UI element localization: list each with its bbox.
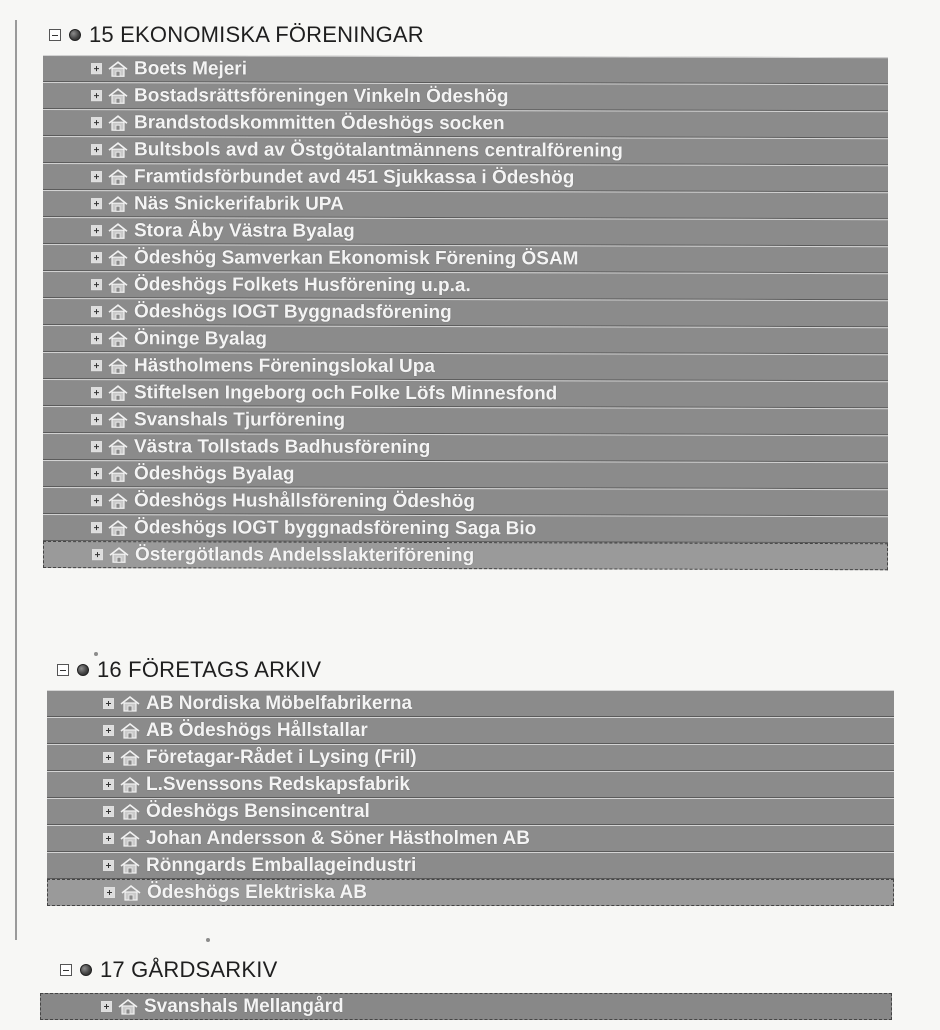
expand-icon[interactable] — [91, 225, 102, 236]
tree-item-row[interactable] — [43, 352, 888, 381]
expand-icon[interactable] — [103, 725, 114, 736]
globe-bullet-icon — [69, 29, 81, 41]
house-icon — [107, 330, 129, 348]
expand-icon[interactable] — [91, 468, 102, 479]
tree-item-row[interactable] — [43, 55, 888, 84]
tree-item-row[interactable] — [43, 136, 888, 165]
tree-item-row[interactable] — [47, 744, 894, 771]
tree-item-label: Bultsbols avd av Östgötalantmännens centralförening — [134, 138, 623, 162]
globe-bullet-icon — [80, 964, 92, 976]
house-icon — [119, 803, 141, 821]
tree-item-row[interactable] — [43, 217, 888, 246]
expand-icon[interactable] — [91, 252, 102, 263]
expand-icon[interactable] — [91, 171, 102, 182]
tree-item-label: Ödeshögs Folkets Husförening u.p.a. — [134, 273, 471, 296]
expand-icon[interactable] — [91, 306, 102, 317]
tree-item-label: Ödeshögs IOGT Byggnadsförening — [134, 300, 452, 323]
tree-item-label: Företagar-Rådet i Lysing (Fril) — [146, 746, 417, 768]
tree-item-row[interactable] — [47, 717, 894, 744]
tree-item-label: Ödeshögs IOGT byggnadsförening Saga Bio — [134, 516, 537, 539]
house-icon — [107, 168, 129, 186]
tree-item-label: Ödeshögs Bensincentral — [146, 800, 370, 822]
tree-item-label: Brandstodskommitten Ödeshögs socken — [134, 111, 505, 134]
house-icon — [108, 546, 130, 564]
house-icon — [107, 249, 129, 267]
tree-item-row[interactable] — [43, 190, 888, 219]
expand-icon[interactable] — [91, 144, 102, 155]
tree-item-label: Hästholmens Föreningslokal Upa — [134, 354, 435, 377]
expand-icon[interactable] — [91, 63, 102, 74]
tree-item-label: Stora Åby Västra Byalag — [134, 219, 355, 242]
tree-item-label: Näs Snickerifabrik UPA — [134, 192, 344, 215]
tree-item-label: L.Svenssons Redskapsfabrik — [146, 773, 410, 795]
tree-item-label: Johan Andersson & Söner Hästholmen AB — [146, 827, 530, 849]
expand-icon[interactable] — [104, 887, 115, 898]
expand-icon[interactable] — [91, 522, 102, 533]
left-margin-rule — [15, 20, 17, 940]
house-icon — [107, 492, 129, 510]
scan-speck — [94, 652, 98, 656]
house-icon — [107, 357, 129, 375]
section-16 — [47, 655, 894, 906]
expand-icon[interactable] — [91, 414, 102, 425]
house-icon — [119, 695, 141, 713]
section-15 — [43, 20, 888, 568]
expand-icon[interactable] — [91, 90, 102, 101]
tree-item-label: AB Ödeshögs Hållstallar — [146, 719, 368, 741]
tree-item-label: Svanshals Tjurförening — [134, 408, 346, 431]
tree-item-row[interactable] — [43, 163, 888, 192]
tree-item-row[interactable] — [47, 879, 894, 906]
house-icon — [117, 998, 139, 1016]
house-icon — [107, 276, 129, 294]
tree-item-label: Bostadsrättsföreningen Vinkeln Ödeshög — [134, 84, 509, 107]
house-icon — [119, 857, 141, 875]
collapse-icon[interactable] — [49, 29, 61, 41]
house-icon — [107, 465, 129, 483]
scan-speck — [206, 938, 210, 942]
tree-item-label: Stiftelsen Ingeborg och Folke Löfs Minnesfond — [134, 381, 558, 404]
expand-icon[interactable] — [101, 1001, 112, 1012]
expand-icon[interactable] — [103, 806, 114, 817]
tree-item-row[interactable] — [43, 487, 888, 516]
house-icon — [107, 411, 129, 429]
tree-item-label: Svanshals Mellangård — [144, 995, 344, 1017]
section-title: 17 GÅRDSARKIV — [100, 957, 278, 982]
tree-item-row[interactable] — [47, 852, 894, 879]
section-header[interactable] — [47, 655, 894, 685]
tree-item-row[interactable] — [47, 825, 894, 852]
tree-item-label: Rönngards Emballageindustri — [146, 854, 417, 876]
tree-item-label: Boets Mejeri — [134, 57, 247, 80]
tree-item-row[interactable] — [40, 993, 892, 1020]
section-header[interactable] — [43, 20, 888, 50]
section-header[interactable] — [40, 955, 892, 985]
tree-item-row[interactable] — [43, 271, 888, 300]
tree-item-row[interactable] — [47, 771, 894, 798]
house-icon — [107, 87, 129, 105]
tree-item-label: AB Nordiska Möbelfabrikerna — [146, 692, 413, 714]
house-icon — [120, 884, 142, 902]
house-icon — [107, 222, 129, 240]
tree-item-row[interactable] — [43, 433, 888, 462]
tree-item-row[interactable] — [43, 541, 888, 570]
house-icon — [107, 438, 129, 456]
tree-item-row[interactable] — [43, 325, 888, 354]
tree-item-row[interactable] — [43, 460, 888, 489]
expand-icon[interactable] — [91, 279, 102, 290]
tree-item-label: Framtidsförbundet avd 451 Sjukkassa i Ödeshög — [134, 165, 575, 188]
expand-icon[interactable] — [103, 833, 114, 844]
tree-item-label: Ödeshögs Elektriska AB — [147, 881, 367, 903]
section-title: 15 EKONOMISKA FÖRENINGAR — [89, 22, 424, 47]
expand-icon[interactable] — [103, 698, 114, 709]
expand-icon[interactable] — [91, 333, 102, 344]
house-icon — [107, 195, 129, 213]
house-icon — [107, 114, 129, 132]
house-icon — [119, 722, 141, 740]
tree-item-row[interactable] — [43, 379, 888, 408]
expand-icon[interactable] — [91, 198, 102, 209]
expand-icon[interactable] — [91, 495, 102, 506]
section-rows — [40, 993, 892, 1020]
tree-item-row[interactable] — [43, 244, 888, 273]
tree-item-row[interactable] — [43, 514, 888, 543]
tree-item-label: Ödeshögs Byalag — [134, 462, 295, 485]
tree-item-row[interactable] — [47, 690, 894, 717]
tree-item-label: Ödeshög Samverkan Ekonomisk Förening ÖSAM — [134, 246, 579, 269]
expand-icon[interactable] — [91, 117, 102, 128]
tree-item-row[interactable] — [47, 798, 894, 825]
section-title: 16 FÖRETAGS ARKIV — [97, 657, 322, 682]
tree-item-row[interactable] — [43, 82, 888, 111]
section-rows — [47, 690, 894, 906]
house-icon — [107, 519, 129, 537]
tree-item-label: Östergötlands Andelsslakteriförening — [135, 543, 475, 566]
house-icon — [107, 60, 129, 78]
expand-icon[interactable] — [92, 549, 103, 560]
expand-icon[interactable] — [103, 860, 114, 871]
tree-item-label: Västra Tollstads Badhusförening — [134, 435, 431, 458]
house-icon — [119, 776, 141, 794]
expand-icon[interactable] — [91, 441, 102, 452]
globe-bullet-icon — [77, 664, 89, 676]
expand-icon[interactable] — [103, 779, 114, 790]
tree-item-row[interactable] — [43, 109, 888, 138]
section-rows — [43, 55, 888, 570]
house-icon — [107, 384, 129, 402]
tree-item-row[interactable] — [43, 406, 888, 435]
tree-item-row[interactable] — [43, 298, 888, 327]
expand-icon[interactable] — [91, 387, 102, 398]
tree-item-label: Ödeshögs Hushållsförening Ödeshög — [134, 489, 475, 512]
house-icon — [119, 749, 141, 767]
section-17 — [40, 955, 892, 1020]
expand-icon[interactable] — [91, 360, 102, 371]
expand-icon[interactable] — [103, 752, 114, 763]
house-icon — [107, 141, 129, 159]
collapse-icon[interactable] — [57, 664, 69, 676]
house-icon — [119, 830, 141, 848]
tree-item-label: Öninge Byalag — [134, 327, 268, 350]
house-icon — [107, 303, 129, 321]
collapse-icon[interactable] — [60, 964, 72, 976]
